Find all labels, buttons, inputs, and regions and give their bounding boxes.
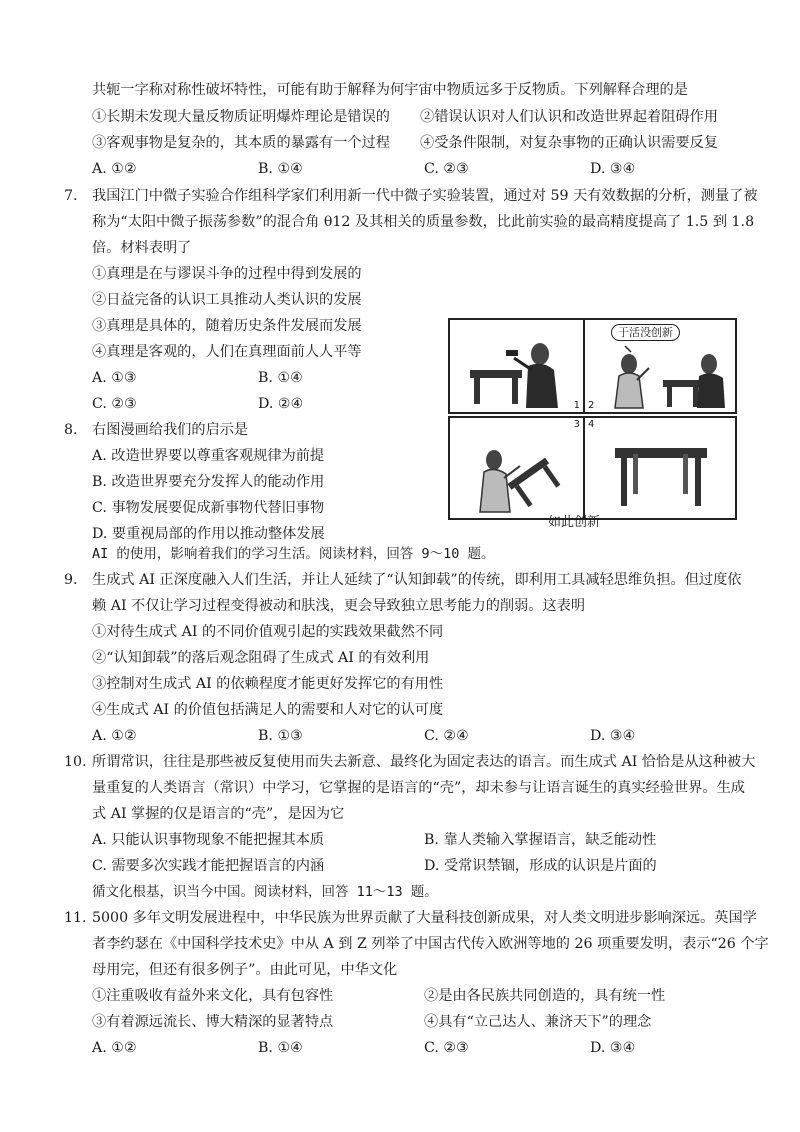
q11-option-c: C. ②③ [424,1040,469,1056]
comic-panel-3-number: 3 [573,419,580,430]
q7-stem-line1: 我国江门中微子实验合作组科学家们利用新一代中微子实验装置，通过对 59 天有效数据的分析，测量了被 [92,188,758,204]
q8-option-a: A. 改造世界要以尊重客观规律为前提 [92,448,325,464]
q7-stem-line3: 倍。材料表明了 [92,240,192,256]
comic-panel-1-number: 1 [573,400,580,411]
q7-option-d: D. ②④ [258,396,304,412]
q6-option-a: A. ①② [92,161,137,177]
q6-statement-1: ①长期未发现大量反物质证明爆炸理论是错误的 [92,109,390,125]
q11-statement-3: ③有着源远流长、博大精深的显著特点 [92,1014,334,1030]
comic-panel-2-number: 2 [588,400,595,411]
q6-statement-2: ②错误认识对人们认识和改造世界起着阻碍作用 [420,109,718,125]
q8-option-d: D. 要重视局部的作用以推动整体发展 [92,526,325,542]
q6-statement-4: ④受条件限制，对复杂事物的正确认识需要反复 [420,135,718,151]
comic-panel-4 [583,416,737,520]
comic-panel-4-number: 4 [588,419,595,430]
q10-option-a: A. 只能认识事物现象不能把握其本质 [92,832,325,848]
q8-number: 8. [64,422,78,438]
q9-statement-3: ③控制对生成式 AI 的依赖程度才能更好发挥它的有用性 [92,676,444,692]
q6-option-c: C. ②③ [424,161,469,177]
q9-stem-line1: 生成式 AI 正深度融入人们生活，并让人延续了“认知卸载”的传统，即利用工具减轻思维负担。但过度依 [92,572,742,588]
q6-option-b: B. ①④ [258,161,303,177]
q11-option-d: D. ③④ [590,1040,636,1056]
q6-statement-3: ③客观事物是复杂的，其本质的暴露有一个过程 [92,135,390,151]
q11-stem-line2: 者李约瑟在《中国科学技术史》中从 A 到 Z 列举了中国古代传入欧洲等地的 26 项重要发明，表示“26 个字 [92,936,769,952]
q9-option-a: A. ①② [92,728,137,744]
q7-statement-3: ③真理是具体的，随着历史条件发展而发展 [92,318,362,334]
q7-option-c: C. ②③ [92,396,137,412]
q7-option-a: A. ①③ [92,370,137,386]
q7-statement-1: ①真理是在与谬误斗争的过程中得到发展的 [92,266,362,282]
q9-statement-4: ④生成式 AI 的价值包括满足人的需要和人对它的认可度 [92,702,444,718]
q10-option-d: D. 受常识禁锢，形成的认识是片面的 [424,858,657,874]
q9-option-b: B. ①③ [258,728,303,744]
q10-number: 10. [64,754,87,770]
q11-stem-line1: 5000 多年文明发展进程中，中华民族为世界贡献了大量科技创新成果，对人类文明进步影响深远。英国学 [92,910,757,926]
q9-option-c: C. ②④ [424,728,469,744]
q10-stem-line1: 所谓常识，往往是那些被反复使用而失去新意、最终化为固定表达的语言。而生成式 AI 恰恰是从这种被大 [92,754,756,770]
comic-illustration [448,318,738,538]
q10-stem-line2: 量重复的人类语言（常识）中学习，它掌握的是语言的“壳”，却未参与让语言诞生的真实经验世界。生成 [92,780,745,796]
q9-statement-1: ①对待生成式 AI 的不同价值观引起的实践效果截然不同 [92,624,444,640]
q11-number: 11. [64,910,87,926]
q7-statement-4: ④真理是客观的，人们在真理面前人人平等 [92,344,362,360]
comic-caption: 如此创新 [548,515,601,530]
q7-option-b: B. ①④ [258,370,303,386]
q10-option-c: C. 需要多次实践才能把握语言的内涵 [92,858,325,874]
q11-option-a: A. ①② [92,1040,137,1056]
q6-stem-tail: 共轭一字称对称性破坏特性，可能有助于解释为何宇宙中物质远多于反物质。下列解释合理的是 [92,82,688,98]
table-legs-up-illustration [585,418,735,518]
q7-stem-line2: 称为“太阳中微子振荡参数”的混合角 θ12 及其相关的质量参数，比此前实验的最高精度提高了 1.5 到 1.8 [92,214,755,230]
q9-option-d: D. ③④ [590,728,636,744]
comic-panel-2 [583,318,737,414]
q11-option-b: B. ①④ [258,1040,303,1056]
carpenter-flipping-table-illustration [450,418,583,518]
q11-stem-line3: 母用完，但还有很多例子”。由此可见，中华文化 [92,962,398,978]
q9-number: 9. [64,572,78,588]
section-intro-11-13: 循文化根基，识当今中国。阅读材料，回答 11～13 题。 [92,884,438,900]
q8-option-c: C. 事物发展要促成新事物代替旧事物 [92,500,325,516]
q11-statement-2: ②是由各民族共同创造的，具有统一性 [424,988,666,1004]
q9-stem-line2: 赖 AI 不仅让学习过程变得被动和肤浅，更会导致独立思考能力的削弱。这表明 [92,598,586,614]
q8-option-b: B. 改造世界要充分发挥人的能动作用 [92,474,325,490]
section-intro-9-10: AI 的使用，影响着我们的学习生活。阅读材料，回答 9～10 题。 [92,546,495,562]
carpenter-hammering-illustration [450,320,583,412]
q7-statement-2: ②日益完备的认识工具推动人类认识的发展 [92,292,362,308]
q11-statement-4: ④具有“立己达人、兼济天下”的理念 [424,1014,652,1030]
q8-stem: 右图漫画给我们的启示是 [92,422,249,438]
q7-number: 7. [64,188,78,204]
q6-option-d: D. ③④ [590,161,636,177]
speech-bubble: 于活没创新 [611,324,680,341]
q10-option-b: B. 靠人类输入掌握语言，缺乏能动性 [424,832,657,848]
q9-statement-2: ②“认知卸载”的落后观念阻碍了生成式 AI 的有效利用 [92,650,430,666]
q11-statement-1: ①注重吸收有益外来文化，具有包容性 [92,988,334,1004]
q10-stem-line3: 式 AI 掌握的仅是语言的“壳”，是因为它 [92,806,345,822]
comic-panel-1 [448,318,585,414]
comic-panel-3 [448,416,585,520]
